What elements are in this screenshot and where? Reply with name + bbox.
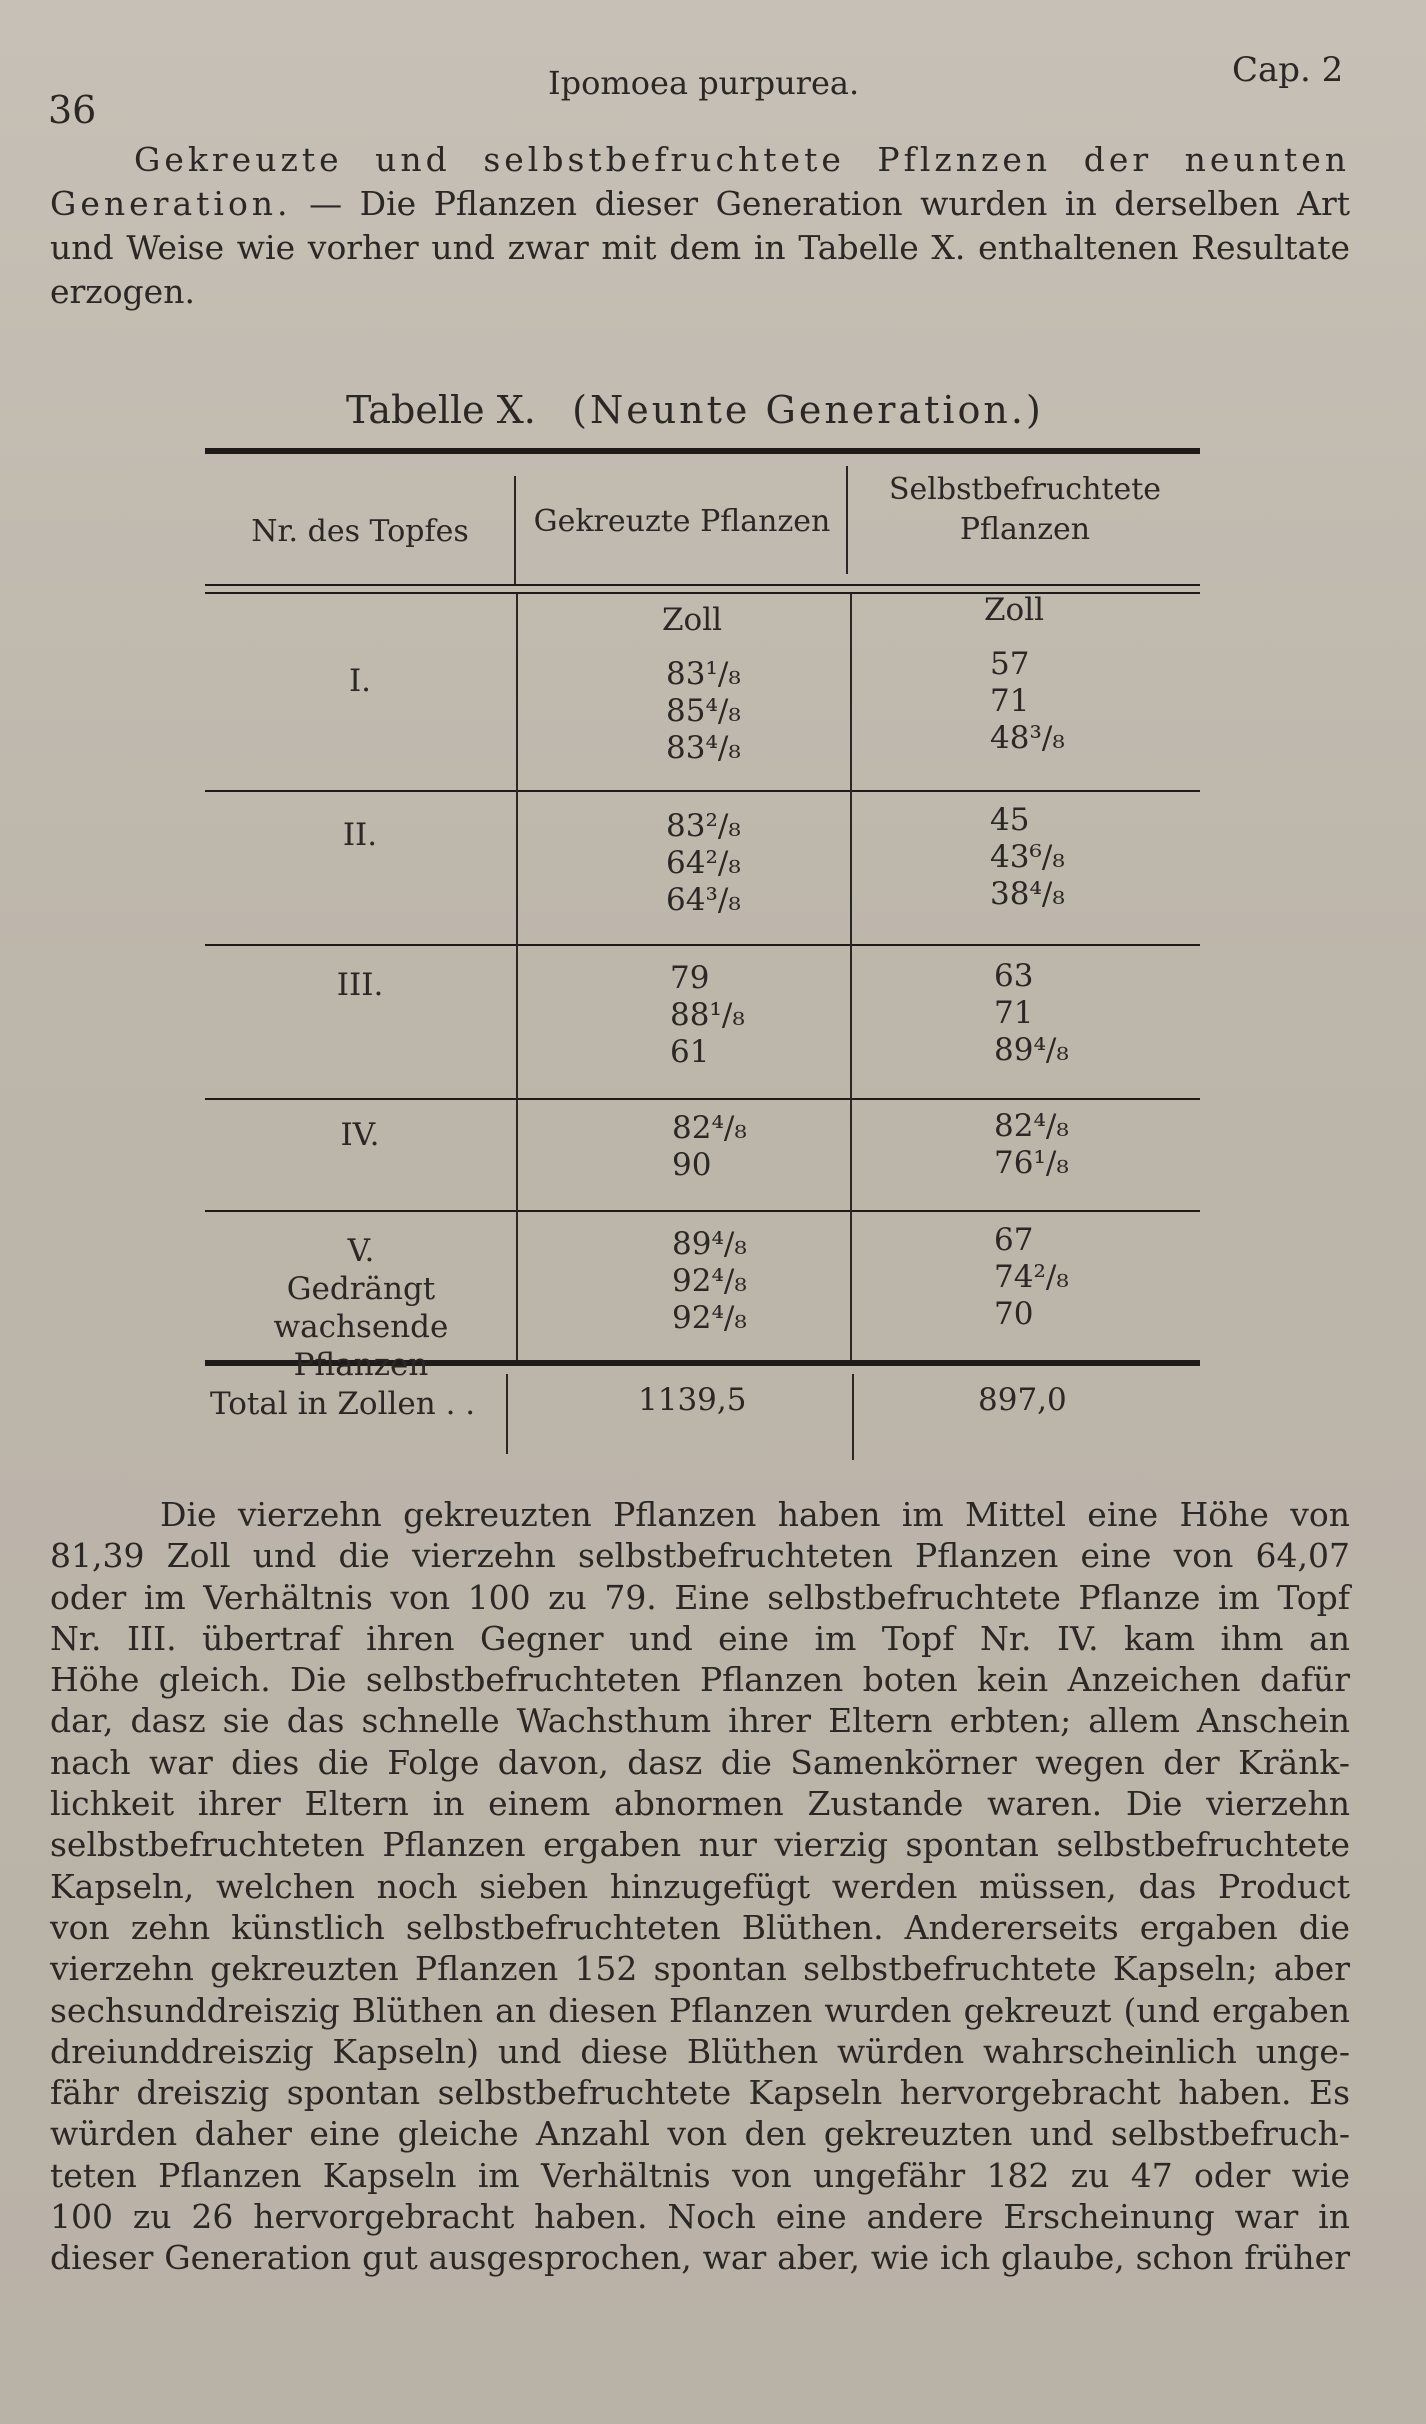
pot-label: V. [347, 1233, 375, 1269]
table-title [346, 388, 1044, 432]
pot-label: III. [336, 967, 384, 1003]
table-title-label: Tabelle X. [346, 388, 536, 432]
total-label: Total in Zollen . . [210, 1386, 476, 1422]
text-line: Kapseln, welchen noch sieben hinzugefügt werden müssen, das Product [50, 1866, 1350, 1906]
column-divider [852, 1374, 854, 1460]
text-line: Höhe gleich. Die selbstbefruchteten Pflanzen boten kein Anzeichen dafür [50, 1660, 1350, 1700]
text-line: nach war dies die Folge davon, dasz die Samenkörner wegen der Kränk- [50, 1742, 1350, 1782]
row-divider [205, 790, 1200, 792]
intro-text: — Die Pflanzen dieser Generation wurden in derselben Art und Weise wie vorher und zwar mit dem in Tabelle X. enthaltenen Resultate erzogen. [50, 184, 1350, 311]
text-line: vierzehn gekreuzten Pflanzen 152 spontan selbstbefruchtete Kapseln; aber [50, 1949, 1350, 1989]
header-pot-number: Nr. des Topfes [251, 514, 469, 549]
pot-label-group [205, 1232, 517, 1384]
text-line: Nr. III. übertraf ihren Gegner und eine im Topf Nr. IV. kam ihm an [50, 1618, 1350, 1658]
intro-paragraph [50, 138, 1350, 314]
crossed-value: 89⁴/₈ [672, 1226, 747, 1262]
body-paragraph [50, 1494, 1350, 2279]
self-value: 70 [994, 1296, 1034, 1332]
self-value: 57 [990, 646, 1030, 682]
crossed-value: 79 [670, 960, 710, 996]
crossed-value: 82⁴/₈ [672, 1110, 747, 1146]
header-self-fertilized-plants [850, 470, 1200, 550]
self-value: 74²/₈ [994, 1259, 1069, 1295]
total-self: 897,0 [978, 1382, 1067, 1418]
intro-heading: Gekreuzte und selbstbefruchtete Pflznzen der neunten Generation. [50, 140, 1350, 223]
unit-crossed: Zoll [662, 602, 723, 638]
self-value: 71 [994, 995, 1034, 1031]
text-line: würden daher eine gleiche Anzahl von den gekreuzten und selbstbefruch- [50, 2114, 1350, 2154]
text-line: sechsunddreiszig Blüthen an diesen Pflanzen wurden gekreuzt (und ergaben [50, 1990, 1350, 2030]
text-line: selbstbefruchteten Pflanzen ergaben nur vierzig spontan selbstbefruchtete [50, 1825, 1350, 1865]
table-top-rule [205, 448, 1200, 454]
table-header-rule-2 [205, 592, 1200, 594]
self-value: 45 [990, 802, 1030, 838]
pot-label: IV. [340, 1117, 380, 1153]
column-divider [850, 594, 852, 1360]
self-values [994, 1108, 1069, 1182]
crossed-values [672, 1226, 747, 1337]
crossed-value: 83¹/₈ [666, 656, 741, 692]
pot-note: Gedrängt wachsende [273, 1271, 449, 1345]
text-line: fähr dreiszig spontan selbstbefruchtete Kapseln hervorgebracht haben. Es [50, 2073, 1350, 2113]
row-divider [205, 1210, 1200, 1212]
text-line: lichkeit ihrer Eltern in einem abnormen Zustande waren. Die vierzehn [50, 1784, 1350, 1824]
self-value: 82⁴/₈ [994, 1108, 1069, 1144]
crossed-values [672, 1110, 747, 1184]
self-value: 71 [990, 683, 1030, 719]
unit-self: Zoll [984, 592, 1045, 628]
text-line: dieser Generation gut ausgesprochen, war aber, wie ich glaube, schon früher [50, 2238, 1350, 2278]
row-divider [205, 1098, 1200, 1100]
running-title: Ipomoea purpurea. [548, 64, 860, 102]
crossed-values [670, 960, 745, 1071]
self-values [990, 646, 1065, 757]
pot-label: I. [348, 663, 372, 699]
crossed-value: 88¹/₈ [670, 997, 745, 1033]
crossed-value: 64²/₈ [666, 845, 741, 881]
row-divider [205, 944, 1200, 946]
self-value: 67 [994, 1222, 1034, 1258]
page-number: 36 [48, 88, 97, 132]
self-value: 63 [994, 958, 1034, 994]
text-line: 81,39 Zoll und die vierzehn selbstbefruchteten Pflanzen eine von 64,07 [50, 1536, 1350, 1576]
crossed-value: 85⁴/₈ [666, 693, 741, 729]
text-line: Die vierzehn gekreuzten Pflanzen haben im Mittel eine Höhe von [160, 1495, 1350, 1534]
text-line: dar, dasz sie das schnelle Wachsthum ihrer Eltern erbten; allem Anschein [50, 1701, 1350, 1741]
table-subtitle: (Neunte Generation.) [572, 388, 1044, 432]
self-values [994, 958, 1069, 1069]
pot-note: Pflanzen [293, 1347, 429, 1383]
crossed-value: 92⁴/₈ [672, 1263, 747, 1299]
crossed-value: 90 [672, 1147, 712, 1183]
column-divider [506, 1374, 508, 1454]
crossed-value: 83⁴/₈ [666, 730, 741, 766]
header-crossed-plants: Gekreuzte Pflanzen [533, 504, 831, 539]
self-value: 48³/₈ [990, 720, 1065, 756]
table-header-rule-1 [205, 584, 1200, 586]
crossed-value: 61 [670, 1034, 710, 1070]
header-self-line1: Selbstbefruchtete [888, 472, 1162, 507]
crossed-value: 64³/₈ [666, 882, 741, 918]
self-value: 38⁴/₈ [990, 876, 1065, 912]
text-line: dreiunddreiszig Kapseln) und diese Blüthen würden wahrscheinlich unge- [50, 2031, 1350, 2071]
self-value: 76¹/₈ [994, 1145, 1069, 1181]
total-crossed: 1139,5 [638, 1382, 747, 1418]
crossed-value: 83²/₈ [666, 808, 741, 844]
text-line: von zehn künstlich selbstbefruchteten Blüthen. Andererseits ergaben die [50, 1907, 1350, 1947]
self-value: 89⁴/₈ [994, 1032, 1069, 1068]
text-line: oder im Verhältnis von 100 zu 79. Eine selbstbefruchtete Pflanze im Topf [50, 1577, 1350, 1617]
self-values [990, 802, 1065, 913]
text-line: 100 zu 26 hervorgebracht haben. Noch eine andere Erscheinung war in [50, 2197, 1350, 2237]
chapter-label: Cap. 2 [1232, 50, 1344, 90]
crossed-value: 92⁴/₈ [672, 1300, 747, 1336]
crossed-values [666, 656, 741, 767]
crossed-values [666, 808, 741, 919]
pot-label: II. [342, 817, 378, 853]
self-value: 43⁶/₈ [990, 839, 1065, 875]
self-values [994, 1222, 1069, 1333]
header-self-line2: Pflanzen [959, 512, 1091, 547]
text-line: teten Pflanzen Kapseln im Verhältnis von ungefähr 182 zu 47 oder wie [50, 2155, 1350, 2195]
